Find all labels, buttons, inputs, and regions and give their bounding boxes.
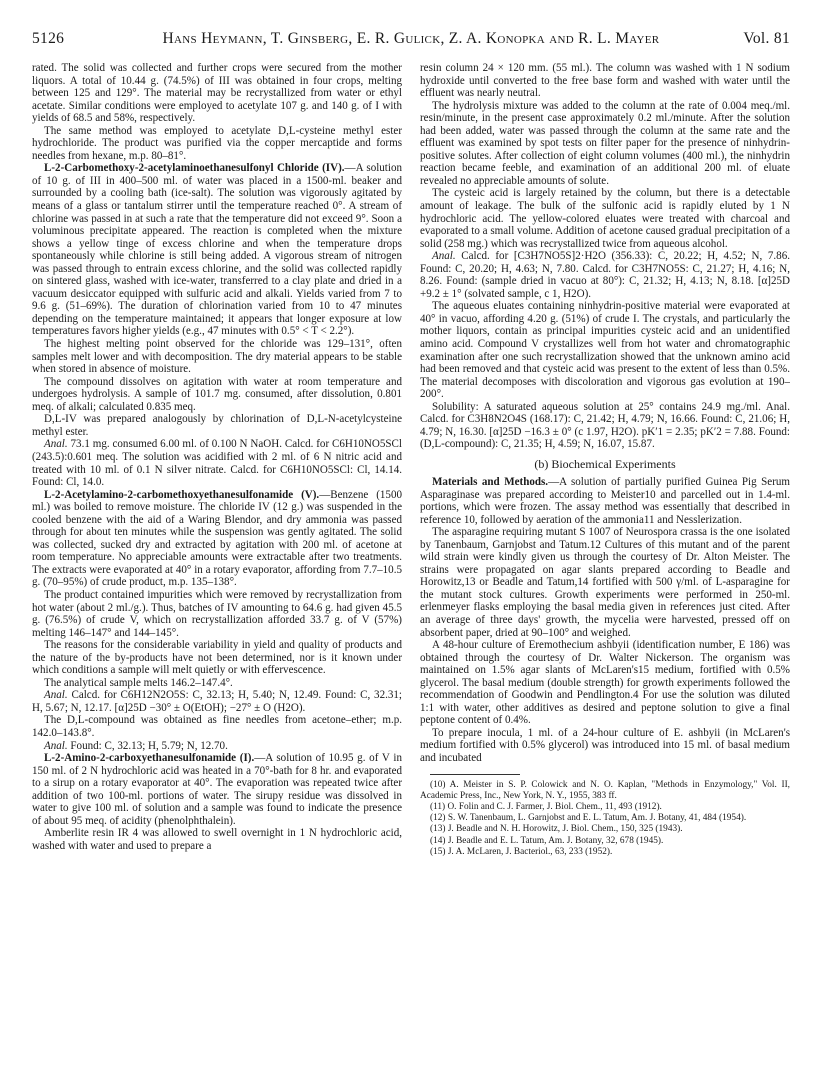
paragraph-text: —Benzene (1500 ml.) was boiled to remove moisture. The chloride IV (12 g.) was suspended in the cooled benzene with the aid of a Waring Blendor, and dry ammonia was passed through for about ten minutes while the suspension was gently agitated. The solid was collected, sucked dry and extracted by agitation with 200 ml. of acetone at room temperature. No appreciable amounts were extractable after two treatments. The extracts were evaporated at 40° in a rotary evaporator, affording from 7.7–10.5 g. (70–95%) of crude product, m.p. 135–138°.: [32, 488, 402, 589]
subsection-heading: Materials and Methods.: [432, 475, 549, 488]
paragraph: [32, 162, 402, 338]
paragraph: The cysteic acid is largely retained by the column, but there is a detectable amount of leakage. The bulk of the sulfonic acid is rapidly eluted by 1 N hydrochloric acid. The yellow-colored eluates were treated with charcoal and evaporated to a small volume. Addition of acetone caused gradual precipitation of a solid (258 mg.) which was recrystallized twice from aqueous alcohol.: [420, 187, 790, 250]
footnote: (15) J. A. McLaren, J. Bacteriol., 63, 233 (1952).: [430, 846, 613, 857]
paragraph-text: —A solution of 10 g. of III in 400–500 ml. of water was placed in a 1500-ml. beaker and surrounded by a cooling bath (ice-salt). The solution was vigorously agitated by means of a glass or tantalum stirrer until the temperature reached 0°. A stream of chlorine was passed in at such a rate that the temperature did not exceed 9°. Soon a voluminous precipitate appeared. The reaction is completed when the mixture shows a yellow tinge of excess chlorine and when the temperature drops spontaneously while chlorine is still being added. A vigorous stream of nitrogen was passed through to entrain excess chlorine, and the solid was collected rapidly on sintered glass, washed with ice-water, transferred to a clay plate and dried in a vacuum desiccator equipped with sulfuric acid and alkali. Yields varied from 7 to 9.6 g. (51–69%). The duration of chlorination varied from 10 to 47 minutes depending on the temperature maintained; it appears that longer exposure at low temperatures favors higher yields (e.g., 47 minutes with 0.5° < T < 2.2°).: [32, 162, 402, 338]
paragraph: [32, 689, 402, 714]
compound-heading: L-2-Carbomethoxy-2-acetylaminoethanesulfonyl Chloride (IV).: [44, 162, 345, 175]
paragraph-text: —A solution of partially purified Guinea Pig Serum Asparaginase was prepared according to Meister10 and parcelled out in 1.4-ml. portions, which were frozen. The assay method was essentially that described in reference 10, followed by aeration of the ammonia11 and Nesslerization.: [420, 475, 790, 526]
paragraph: [32, 740, 402, 753]
paragraph-text: Found: C, 32.13; H, 5.79; N, 12.70.: [67, 739, 228, 752]
paragraph-text: Calcd. for [C3H7NO5S]2·H2O (356.33): C, 20.22; H, 4.52; N, 7.86. Found: C, 20.20; H, 4.63; N, 7.80. Calcd. for C3H7NO5S: C, 21.27; H, 4.16; N, 8.26. Found: (sample dried in vacuo at 80°): C, 21.32; H, 4.13; N, 8.18. [α]25D +9.2 ± 1° (solvated sample, c 1, H2O).: [420, 250, 790, 300]
paragraph: The compound dissolves on agitation with water at room temperature and undergoes hydrolysis. A sample of 101.7 mg. consumed, after dissolution, 0.801 meq. of alkali; calculated 0.835 meq.: [32, 375, 402, 413]
paragraph: The reasons for the considerable variability in yield and quality of products and the nature of the by-products have not been determined, nor is it known under which conditions a sample will melt quietly or with effervescence.: [32, 639, 402, 677]
paragraph: [32, 438, 402, 488]
left-column: [32, 62, 402, 1050]
compound-heading: L-2-Acetylamino-2-carbomethoxyethanesulfonamide (V).: [44, 488, 320, 501]
footnote: (11) O. Folin and C. J. Farmer, J. Biol. Chem., 11, 493 (1912).: [430, 801, 662, 812]
footnote: (12) S. W. Tanenbaum, L. Garnjobst and E. L. Tatum, Am. J. Botany, 41, 484 (1954).: [430, 813, 747, 824]
running-authors: Hans Heymann, T. Ginsberg, E. R. Gulick, Z. A. Konopka and R. L. Mayer: [162, 30, 660, 47]
paragraph: The hydrolysis mixture was added to the column at the rate of 0.004 meq./ml. resin/minute, in the present case approximately 0.2 ml./minute. After the solution had been added, water was passed through the column at the same rate and the effluent was examined by spot tests on filter paper for the presence of ninhydrin-positive solutes. After collection of eight column volumes (400 ml.), the ninhydrin reaction became feeble, and examination of an additional 200 ml. of eluate revealed no appreciable amounts of solute.: [420, 99, 790, 187]
right-column: [420, 62, 790, 1050]
paragraph: [32, 489, 402, 589]
paragraph-text: 73.1 mg. consumed 6.00 ml. of 0.100 N NaOH. Calcd. for C6H10NO5SCl (243.5):0.601 meq. The solution was acidified with 2 ml. of 6 N nitric acid and treated with 10 ml. of 0.1 N silver nitrate. Calcd. for C6H10NO5SCl: Cl, 14.14. Found: Cl, 14.0.: [32, 438, 402, 489]
paragraph: D,L-IV was prepared analogously by chlorination of D,L-N-acetylcysteine methyl ester.: [32, 413, 402, 438]
paragraph-text: —A solution of 10.95 g. of V in 150 ml. of 2 N hydrochloric acid was heated in a 70°-bath for 8 hr. and evaporated to a sirup on a rotary evaporator at 40°. The evaporation was repeated twice after addition of two 100-ml. portions of water. The sirupy residue was dissolved in water to give 100 ml. of solution and a sample was found to indicate the presence of about 95 meq. of acidity (phenolphthalein).: [32, 752, 402, 827]
paragraph: [420, 476, 790, 526]
anal-label: Anal.: [44, 689, 68, 702]
paragraph: The analytical sample melts 146.2–147.4°.: [44, 676, 233, 689]
footnote-divider: [430, 774, 520, 775]
footnote: (14) J. Beadle and E. L. Tatum, Am. J. Botany, 32, 678 (1945).: [430, 835, 664, 846]
paragraph: The highest melting point observed for the chloride was 129–131°, often samples melt lower and with decomposition. The dry material appears to be stable when stored in absence of moisture.: [32, 338, 402, 376]
paragraph: The aqueous eluates containing ninhydrin-positive material were evaporated at 40° in vacuo, affording 4.20 g. (51%) of crude I. The crystals, and particularly the mother liquors, contain as principal impurities cysteic acid and an unidentified amino acid. Compound V crystallizes well from hot water and chromatographic examination after one such recrystallization showed that the unknown amino acid had been removed and that cysteic acid was present to the extent of less than 0.5%. The material decomposes with discoloration and vigorous gas evolution at 190–200°.: [420, 300, 790, 401]
paragraph: A 48-hour culture of Eremothecium ashbyii (identification number, E 186) was obtained through the courtesy of Dr. Walter Nickerson. The organism was maintained on 1.5% agar slants of McLaren's15 medium, fortified with 0.5% glycerol. The basal medium (double strength) for growth experiments followed the recommendation of Goodwin and Pendlington.4 For use the solution was diluted 1:1 with water, other additives as desired and peptone solution to give a final peptone content of 0.4%.: [420, 639, 790, 727]
anal-label: Anal.: [44, 438, 68, 451]
footnote: (13) J. Beadle and N. H. Horowitz, J. Biol. Chem., 150, 325 (1943).: [430, 824, 683, 835]
compound-heading: L-2-Amino-2-carboxyethanesulfonamide (I).: [44, 752, 255, 765]
paragraph: To prepare inocula, 1 ml. of a 24-hour culture of E. ashbyii (in McLaren's medium fortified with 0.5% glycerol) was introduced into 15 ml. of basal medium and incubated: [420, 726, 790, 764]
paragraph: The asparagine requiring mutant S 1007 of Neurospora crassa is the one isolated by Tanenbaum, Garnjobst and Tatum.12 Cultures of this mutant and of the parent wild strain were kindly given us through the courtesy of Dr. Alton Meister. The strains were propagated on agar slants prepared according to Beadle and Horowitz,13 or Beadle and Tatum,14 fortified with 500 γ/ml. of L-asparagine for the mutant stock cultures. Growth experiments were performed in 250-ml. erlenmeyer flasks employing the basal media given in references just cited. After an average of three days' growth, the mycelia were harvested, pressed off on absorbent paper, dried at 90–100° and weighed.: [420, 526, 790, 639]
paragraph: The D,L-compound was obtained as fine needles from acetone–ether; m.p. 142.0–143.8°.: [32, 714, 402, 739]
footnote: (10) A. Meister in S. P. Colowick and N. O. Kaplan, "Methods in Enzymology," Vol. II, Academic Press, Inc., New York, N. Y., 1955, 383 ff.: [420, 779, 790, 801]
page-number: 5126: [32, 30, 65, 47]
paragraph: [32, 752, 402, 827]
anal-label: Anal.: [44, 739, 68, 752]
running-header: [32, 30, 790, 48]
paragraph: rated. The solid was collected and further crops were secured from the mother liquors. A total of 10.44 g. (74.5%) of III was obtained in four crops, melting between 125 and 129°. The material may be recrystallized from water or ethyl acetate. Similar conditions were employed to acetylate 107 g. and 140 g. of I with yields of 68.5 and 58%, respectively.: [32, 62, 402, 125]
paragraph: Solubility: A saturated aqueous solution at 25° contains 24.9 mg./ml. Anal. Calcd. for C3H8N2O4S (168.17): C, 21.42; H, 4.79; N, 16.66. Found: C, 21.06; H, 4.79; N, 16.30. [α]25D −16.3 ± 0° (c 1.97, H2O). pK′1 = 2.35; pK′2 = 7.88. Found: (D,L-compound): C, 21.35; H, 4.59; N, 16.07, 15.87.: [420, 400, 790, 451]
paragraph-text: Calcd. for C6H12N2O5S: C, 32.13; H, 5.40; N, 12.49. Found: C, 32.31; H, 5.67; N, 12.17. [α]25D −30° ± O(EtOH); −27° ± O (H2O).: [32, 689, 402, 714]
paragraph: Amberlite resin IR 4 was allowed to swell overnight in 1 N hydrochloric acid, washed with water and used to prepare a: [32, 827, 402, 852]
paragraph: [420, 250, 790, 300]
anal-label: Anal.: [432, 250, 456, 263]
paragraph: The product contained impurities which were removed by recrystallization from hot water (about 2 ml./g.). Thus, batches of IV amounting to 64.6 g. had given 45.5 g. (76.5%) of crude V, which on recrystallization afforded 33.7 g. of V (57%) melting 146–147° and 144–145°.: [32, 588, 402, 639]
section-title: (b) Biochemical Experiments: [534, 456, 676, 471]
paragraph: resin column 24 × 120 mm. (55 ml.). The column was washed with 1 N sodium hydroxide until converted to the free base form and washed with water until the effluent was nearly neutral.: [420, 62, 790, 100]
volume-label: Vol. 81: [743, 30, 790, 47]
paragraph: The same method was employed to acetylate D,L-cysteine methyl ester hydrochloride. The product was purified via the copper mercaptide and forms needles from hexane, m.p. 80–81°.: [32, 124, 402, 162]
